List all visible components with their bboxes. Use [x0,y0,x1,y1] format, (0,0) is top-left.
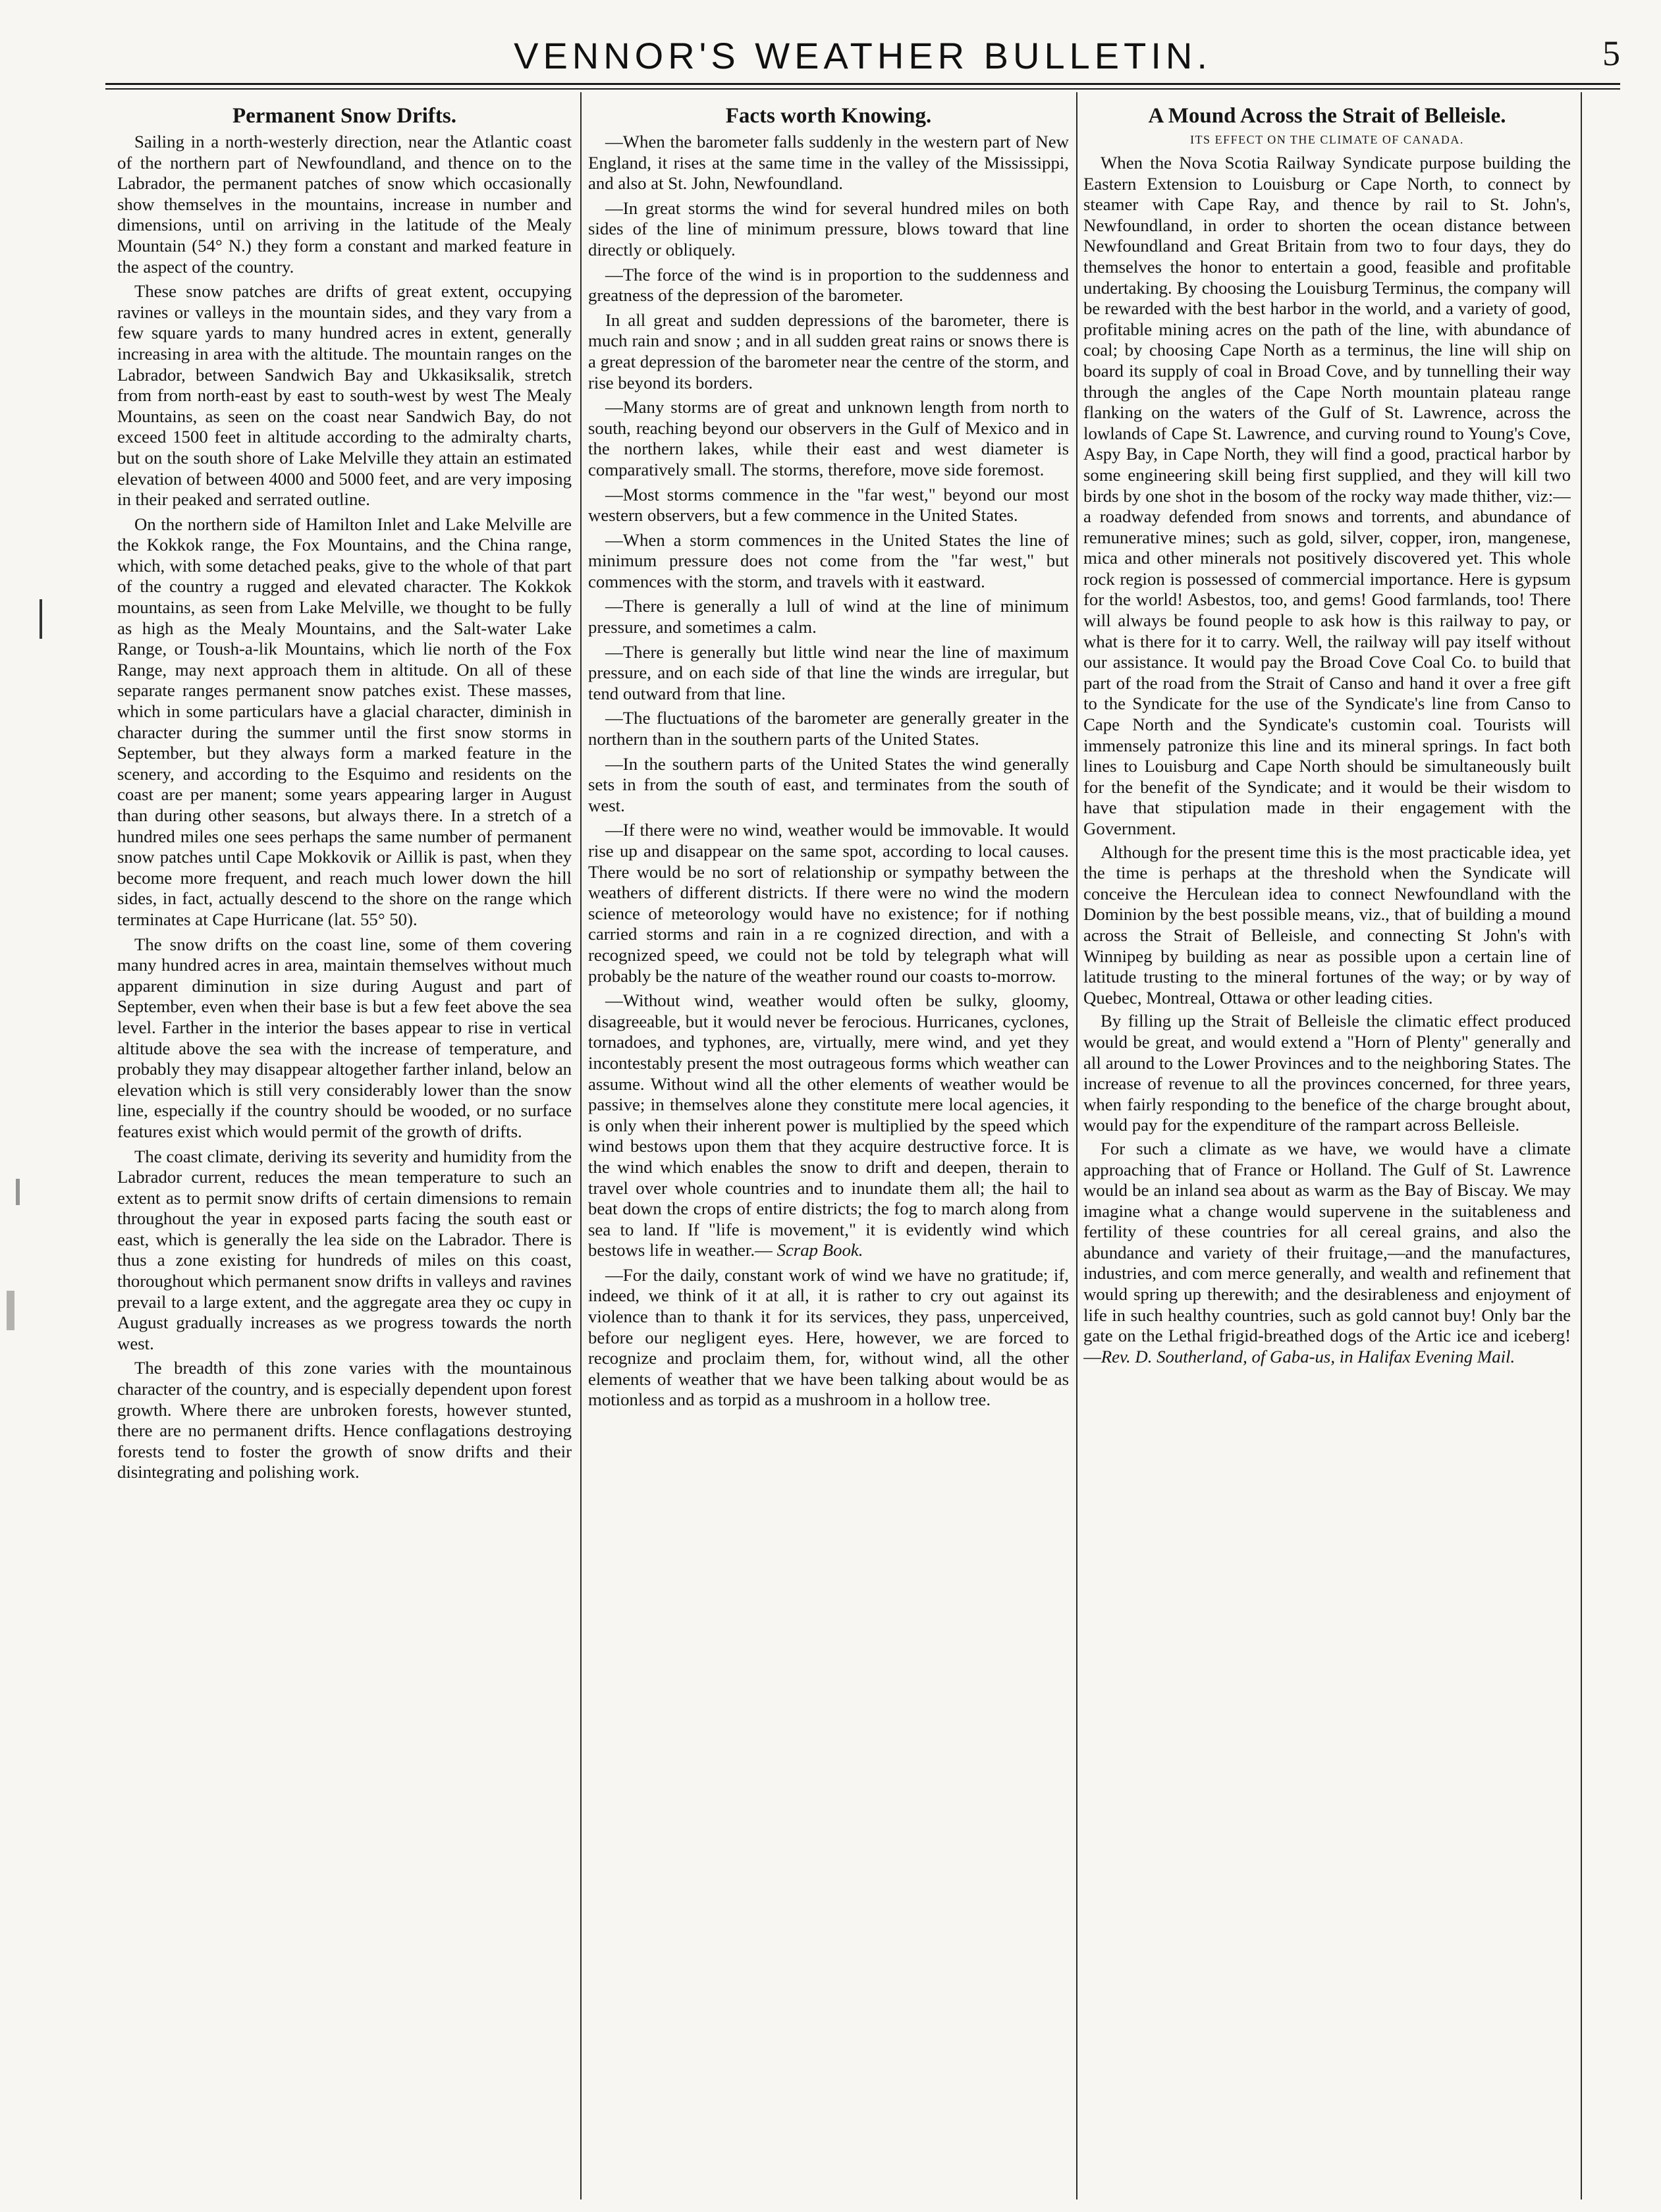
article-paragraph: Sailing in a north-westerly direction, near the Atlantic coast of the northern part of Newfoundland, and thence on to the Labrador, the permanent patches of snow which occasionally show themselves in the mountains, increase in number and dimensions, until on arriving in the latitude of the Mealy Mountain (54° N.) they form a constant and marked feature in the aspect of the country. [117,132,572,277]
column-divider [580,92,582,2199]
article-paragraph: —For the daily, constant work of wind we have no gratitude; if, indeed, we think of it at all, it is rather to cry out against its violence than to thank it for its services, they pass, unperceived, before our negligent eyes. Here, however, we are forced to recognize and proclaim them, for, without wind, all the other elements of weather that we have been talking about would be as motionless and as torpid as a mushroom in a hollow tree. [588,1264,1069,1410]
article-paragraph: —If there were no wind, weather would be immovable. It would rise up and disappear on the same spot, according to local causes. There would be no sort of relationship or sympathy between the weathers of different districts. If there were no wind the modern science of meteorology would have no existence; for if nothing carried storms and rain in a re cognized direction, and with a recognized speed, we could not be told by telegraph what will probably be the nature of the weather round our coasts to-morrow. [588,820,1069,986]
article-mound-belleisle [1083,99,1571,2193]
article-paragraph: The breadth of this zone varies with the mountainous character of the country, and is especially dependent upon forest growth. Where there are unbroken forests, however stunted, there are no permanent drifts. Hence conflagations destroying forests tend to foster the growth of snow drifts and their disintegrating and polishing work. [117,1358,572,1482]
article-paragraph: —When a storm commences in the United States the line of minimum pressure does not come from the "far west," but commences with the storm, and travels with it eastward. [588,529,1069,591]
scan-mark [16,1179,20,1205]
article-paragraph: —Many storms are of great and unknown length from north to south, reaching beyond our observers in the Gulf of Mexico and in the northern lakes, while their east and west diameter is comparatively small. The storms, therefore, move side foremost. [588,397,1069,479]
column-divider [1581,92,1582,2199]
header-rule [105,83,1620,85]
article-paragraph: —The force of the wind is in proportion to the suddenness and greatness of the depression of the barometer. [588,264,1069,306]
article-subtitle: ITS EFFECT ON THE CLIMATE OF CANADA. [1190,133,1464,146]
article-paragraph: When the Nova Scotia Railway Syndicate purpose building the Eastern Extension to Louisburg or Cape North, to connect by steamer with Cape Ray, and thence by rail to St. John's, Newfoundland, in order to shorten the ocean distance between Newfoundland and Great Britain from two to four days, they do themselves the honor to entertain a good, feasible and profitable undertaking. By choosing the Louisburg Terminus, the company will be rewarded with the best harbor in the world, and a variety of good, profitable mining acres on the path of the line, with abundance of coal; by choosing Cape North as a terminus, the line will ship on board its supply of coal in Broad Cove, and by tunnelling their way through the angles of the Cape North mountain plateau range flanking on the waters of the Gulf of St. Lawrence, across the lowlands of Cape St. Lawrence, and curving round to Young's Cove, Aspy Bay, in Cape North, they will find a good, practical harbor by some engineering skill being first supplied, and they will kill two birds by one shot in the bosom of the rocky way made thither, viz:—a roadway defended from snows and torrents, and abundance of remunerative mines; such as gold, silver, copper, iron, mangenese, mica and other minerals not positively discovered yet. This whole rock region is possessed of commercial importance. Here is gypsum for the world! Asbestos, too, and gems! Good farmlands, too! There will always be found people to ask how is this railway to pay, or what is there for it to carry. Well, the railway will pay itself without our assistance. It would pay the Broad Cove Coal Co. to build that part of the road from the Strait of Canso and hand it over a free gift to the Syndicate for the use of the Syndicate's line from Canso to Cape North and the Syndicate's customin coal. Tourists will immensely patronize this line and its mineral springs. In fact both lines to Louisburg and Cape North should be simultaneously built for the benefit of the Syndicate; and it would be their wisdom to have that stipulation made in their engagement with the Government. [1083,153,1571,838]
article-paragraph: —When the barometer falls suddenly in the western part of New England, it rises at the same time in the valley of the Mississippi, and also at St. John, Newfoundland. [588,132,1069,194]
article-paragraph: These snow patches are drifts of great extent, occupying ravines or valleys in the mountain sides, and they vary from a few square yards to many hundred acres in extent, generally increasing in area with the altitude. The mountain ranges on the Labrador, between Sandwich Bay and Ukkasiksalik, stretch from from north-east by east to south-west by west The Mealy Mountains, as seen on the coast near Sandwich Bay, do not exceed 1500 feet in altitude according to the admiralty charts, but on the south shore of Lake Melville they attain an estimated elevation of between 4000 and 5000 feet, and are very imposing in their peaked and serrated outline. [117,281,572,510]
article-title: Facts worth Knowing. [725,104,932,128]
article-paragraph: —Most storms commence in the "far west," beyond our most western observers, but a few commence in the United States. [588,484,1069,526]
source-signature: Scrap Book. [776,1240,863,1260]
article-snow-drifts [117,99,572,2193]
article-paragraph: —There is generally but little wind near the line of maximum pressure, and on each side of that line the winds are irregular, but tend outward from that line. [588,641,1069,703]
header-rule-thin [105,88,1620,90]
article-paragraph: —In great storms the wind for several hundred miles on both sides of the line of minimum pressure, blows toward that line directly or obliquely. [588,198,1069,259]
masthead-title: VENNOR'S WEATHER BULLETIN. [514,35,1212,76]
article-title: A Mound Across the Strait of Belleisle. [1148,104,1506,128]
article-title: Permanent Snow Drifts. [232,104,457,128]
article-paragraph: On the northern side of Hamilton Inlet and Lake Melville are the Kokkok range, the Fox Mountains, and the China range, which, with some detached peaks, give to the whole of that part of the country a rugged and elevated character. The Kokkok mountains, as seen from Lake Melville, we thought to be fully as high as the Mealy Mountains, and the Salt-water Lake Range, or Toush-a-lik Mountains, which lie north of the Fox Range, may next approach them in altitude. On all of these separate ranges permanent snow patches exist. These masses, which in some particulars have a glacial character, diminish in character during the summer until the first snow storms in September, but they always form a marked feature in the scenery, and according to the Esquimo and residents on the coast are per manent; some years appearing larger in August than during other seasons, but always there. In a stretch of a hundred miles one sees perhaps the same number of permanent snow patches until Cape Mokkovik or Aillik is past, when they become more frequent, and reach much lower down the hill sides, in fact, actually descend to the shore on the range which terminates at Cape Hurricane (lat. 55° 50). [117,514,572,929]
page-number: 5 [1602,34,1620,73]
article-paragraph: Although for the present time this is the most practicable idea, yet the time is perhaps at the threshold when the Syndicate will conceive the Herculean idea to connect Newfoundland with the Dominion by the best possible means, viz., that of building a mound across the Strait of Belleisle, and connecting St John's with Winnipeg by building as near as possible upon a certain line of latitude trusting to the mineral fortunes of the way; or by way of Quebec, Montreal, Ottawa or other leading cities. [1083,842,1571,1008]
article-paragraph: —There is generally a lull of wind at the line of minimum pressure, and sometimes a calm. [588,596,1069,637]
article-paragraph: —In the southern parts of the United States the wind generally sets in from the south of east, and terminates from the south of west. [588,753,1069,815]
article-paragraph: The coast climate, deriving its severity and humidity from the Labrador current, reduces the mean temperature to such an extent as to permit snow drifts of certain dimensions to remain throughout the year in exposed parts facing the south east or east, which is generally the lea side on the Labrador. There is thus a zone existing for hundreds of miles on this coast, thoroughout which permanent snow drifts in valleys and ravines prevail to a large extent, and the aggregate area they oc cupy in August gradually increases as we progress towards the north west. [117,1146,572,1353]
scan-mark [7,1291,14,1330]
scan-mark [40,599,42,639]
paragraph-text: For such a climate as we have, we would have a climate approaching that of France or Holland. The Gulf of St. Lawrence would be an inland sea about as warm as the Bay of Biscay. We may imagine what a change would supervene in the suitableness and fertility of these countries for all cereal grains, and also the abundance and variety of their fruitage,—and the manufactures, industries, and com merce generally, and wealth and refinement that would spring up therewith; and the desirableness and enjoyment of life in such healthy countries, such as gold cannot buy! Only bar the gate on the Lethal frigid-breathed dogs of the Artic ice and iceberg!— [1083,1138,1571,1366]
article-paragraph [588,990,1069,1261]
article-facts-worth-knowing [588,99,1069,2193]
author-signature: Rev. D. Southerland, of Gaba-us, in Halifax Evening Mail. [1101,1346,1515,1366]
article-paragraph [1083,1139,1571,1368]
column-divider [1076,92,1077,2199]
page-header [105,29,1620,82]
paragraph-text: —Without wind, weather would often be sulky, gloomy, disagreeable, but it would never be ferocious. Hurricanes, cyclones, tornadoes, and typhones, are, virtually, mere wind, and yet they incontestably present the most outrageous forms which weather can assume. Without wind all the other elements of weather would be passive; in themselves alone they constitute mere local agencies, it is only when their inherent power is multiplied by the speed which wind bestows upon them that they acquire destructive force. It is the wind which enables the snow to drift and deepen, therain to travel over whole countries and to inundate them all; the hail to beat down the crops of entire districts; the fog to march along from sea to land. If "life is movement," it is evidently wind which bestows life in weather.— [588,990,1069,1260]
article-paragraph: The snow drifts on the coast line, some of them covering many hundred acres in area, maintain themselves without much apparent diminution in size during August and part of September, even when their base is but a few feet above the sea level. Farther in the interior the bases appear to rise in vertical altitude above the sea with the increase of temperature, and probably they may disappear altogether farther inland, below an elevation which is still very considerably lower than the snow line, especially if the country should be wooded, or no surface features exist which would permit of the growth of drifts. [117,934,572,1141]
article-paragraph: —The fluctuations of the barometer are generally greater in the northern than in the southern parts of the United States. [588,708,1069,749]
article-paragraph: By filling up the Strait of Belleisle the climatic effect produced would be great, and would extend a "Horn of Plenty" generally and all around to the Lower Provinces and to the neighboring States. The increase of revenue to all the provinces concerned, for three years, when fairly responding to the benefice of the charge brought about, would pay for the expenditure of the rampart across Belleisle. [1083,1011,1571,1135]
article-paragraph: In all great and sudden depressions of the barometer, there is much rain and snow ; and in all sudden great rains or snows there is a great depression of the barometer near the centre of the storm, and rise beyond its borders. [588,310,1069,392]
